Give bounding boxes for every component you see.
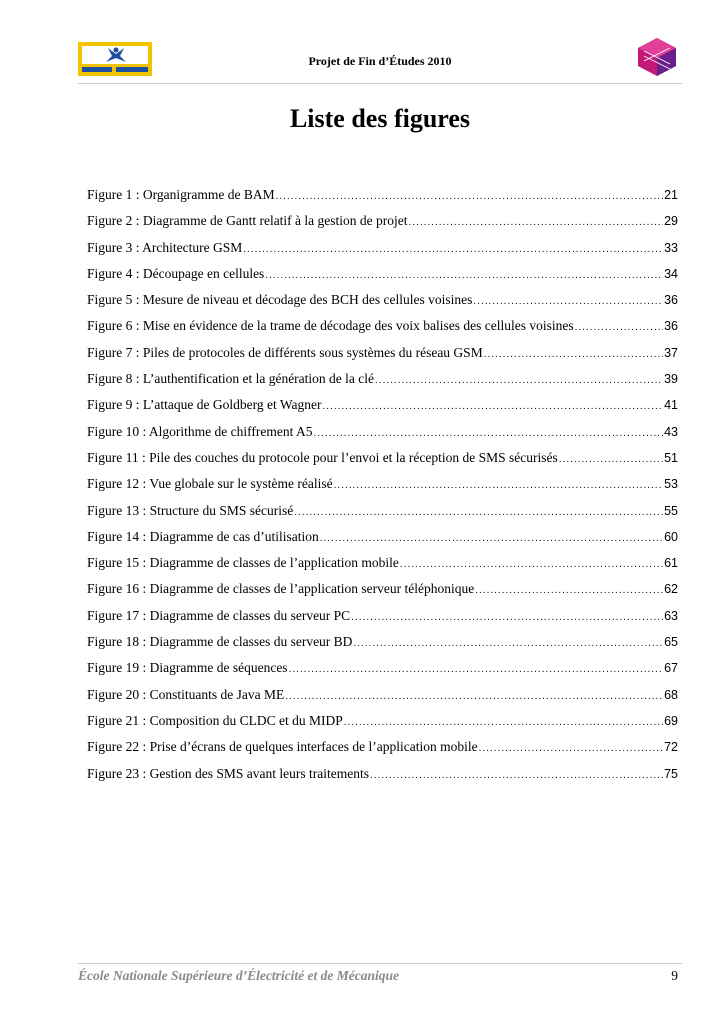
dot-leader <box>370 770 663 781</box>
dot-leader <box>409 217 664 228</box>
figure-entry[interactable] <box>87 660 678 686</box>
dot-leader <box>313 428 663 439</box>
figure-list <box>87 187 678 792</box>
figure-entry-label: Figure 3 : Architecture GSM <box>87 239 243 255</box>
figure-entry-label: Figure 9 : L’attaque de Goldberg et Wagner <box>87 397 322 413</box>
school-logo-icon <box>632 36 682 78</box>
figure-entry-label: Figure 23 : Gestion des SMS avant leurs traitements <box>87 765 369 781</box>
figure-entry[interactable] <box>87 266 678 292</box>
dot-leader <box>294 507 663 518</box>
dot-leader <box>243 244 663 255</box>
dot-leader <box>575 322 663 333</box>
figure-entry-label: Figure 16 : Diagramme de classes de l’application serveur téléphonique <box>87 581 475 597</box>
figure-entry[interactable] <box>87 187 678 213</box>
page-title: Liste des figures <box>289 104 471 133</box>
figure-entry[interactable] <box>87 240 678 266</box>
figure-entry[interactable] <box>87 450 678 476</box>
figure-entry[interactable] <box>87 397 678 423</box>
dot-leader <box>484 349 663 360</box>
figure-entry-label: Figure 11 : Pile des couches du protocole pour l’envoi et la réception de SMS sécurisés <box>87 449 558 465</box>
figure-entry-page: 72 <box>664 740 678 755</box>
figure-entry-page: 53 <box>664 477 678 492</box>
dot-leader <box>473 296 663 307</box>
figure-entry-page: 34 <box>664 266 678 281</box>
footer-school-name: École Nationale Supérieure d’Électricité et de Mécanique <box>78 968 399 983</box>
figure-entry-page: 36 <box>664 293 678 308</box>
page-header <box>78 36 682 82</box>
dot-leader <box>334 480 663 491</box>
figure-entry-page: 41 <box>664 398 678 413</box>
figure-entry-page: 51 <box>664 450 678 465</box>
figure-entry[interactable] <box>87 371 678 397</box>
figure-entry-page: 75 <box>664 766 678 781</box>
header-title: Projet de Fin d’Études 2010 <box>308 54 452 68</box>
figure-entry-page: 68 <box>664 687 678 702</box>
figure-entry-label: Figure 20 : Constituants de Java ME <box>87 686 285 702</box>
figure-entry-label: Figure 21 : Composition du CLDC et du MIDP <box>87 712 343 728</box>
figure-entry-page: 55 <box>664 503 678 518</box>
dot-leader <box>265 270 663 281</box>
figure-entry-label: Figure 1 : Organigramme de BAM <box>87 187 275 202</box>
figure-entry-page: 29 <box>664 214 678 229</box>
figure-entry-label: Figure 17 : Diagramme de classes du serveur PC <box>87 607 351 623</box>
figure-entry-page: 33 <box>664 240 678 255</box>
header-divider <box>78 83 682 84</box>
figure-entry[interactable] <box>87 608 678 634</box>
figure-entry-page: 36 <box>664 319 678 334</box>
dot-leader <box>344 717 663 728</box>
dot-leader <box>285 691 663 702</box>
figure-entry-page: 69 <box>664 713 678 728</box>
dot-leader <box>479 743 663 754</box>
figure-entry[interactable] <box>87 555 678 581</box>
figure-entry[interactable] <box>87 292 678 318</box>
figure-entry[interactable] <box>87 687 678 713</box>
figure-entry-label: Figure 12 : Vue globale sur le système réalisé <box>87 476 333 492</box>
figure-entry[interactable] <box>87 424 678 450</box>
figure-entry-label: Figure 4 : Découpage en cellules <box>87 265 265 281</box>
dot-leader <box>559 454 663 465</box>
dot-leader <box>475 585 663 596</box>
figure-entry-label: Figure 6 : Mise en évidence de la trame de décodage des voix balises des cellules voisines <box>87 318 574 334</box>
figure-entry[interactable] <box>87 634 678 660</box>
footer-divider <box>78 963 682 964</box>
figure-entry-label: Figure 7 : Piles de protocoles de différents sous systèmes du réseau GSM <box>87 344 483 360</box>
figure-entry-page: 39 <box>664 372 678 387</box>
dot-leader <box>289 664 664 675</box>
figure-entry[interactable] <box>87 581 678 607</box>
figure-entry-label: Figure 5 : Mesure de niveau et décodage des BCH des cellules voisines <box>87 292 473 308</box>
dot-leader <box>320 533 663 544</box>
dot-leader <box>353 638 663 649</box>
figure-entry-label: Figure 19 : Diagramme de séquences <box>87 660 288 676</box>
figure-entry[interactable] <box>87 766 678 792</box>
figure-entry-page: 65 <box>664 635 678 650</box>
figure-entry[interactable] <box>87 739 678 765</box>
figure-entry-page: 37 <box>664 345 678 360</box>
figure-entry-page: 60 <box>664 529 678 544</box>
figure-entry[interactable] <box>87 503 678 529</box>
figure-entry[interactable] <box>87 318 678 344</box>
figure-entry-label: Figure 15 : Diagramme de classes de l’application mobile <box>87 555 399 571</box>
figure-entry-label: Figure 14 : Diagramme de cas d’utilisation <box>87 528 319 544</box>
dot-leader <box>400 559 663 570</box>
figure-entry-label: Figure 13 : Structure du SMS sécurisé <box>87 502 294 518</box>
figure-entry-page: 61 <box>664 556 678 571</box>
figure-entry[interactable] <box>87 476 678 502</box>
figure-entry-page: 43 <box>664 424 678 439</box>
figure-entry-page: 63 <box>664 608 678 623</box>
figure-entry-page: 21 <box>664 188 678 202</box>
figure-entry-page: 67 <box>664 661 678 676</box>
dot-leader <box>276 191 663 202</box>
figure-entry[interactable] <box>87 345 678 371</box>
figure-entry-label: Figure 2 : Diagramme de Gantt relatif à la gestion de projet <box>87 213 408 229</box>
figure-entry-label: Figure 10 : Algorithme de chiffrement A5 <box>87 423 313 439</box>
footer-page-number: 9 <box>671 968 678 983</box>
dot-leader <box>351 612 663 623</box>
dot-leader <box>322 401 663 412</box>
figure-entry-label: Figure 8 : L’authentification et la génération de la clé <box>87 371 375 387</box>
figure-entry[interactable] <box>87 713 678 739</box>
dot-leader <box>375 375 663 386</box>
figure-entry-label: Figure 22 : Prise d’écrans de quelques interfaces de l’application mobile <box>87 739 478 755</box>
figure-entry[interactable] <box>87 213 678 239</box>
figure-entry-page: 62 <box>664 582 678 597</box>
figure-entry-label: Figure 18 : Diagramme de classes du serveur BD <box>87 634 353 650</box>
figure-entry[interactable] <box>87 529 678 555</box>
